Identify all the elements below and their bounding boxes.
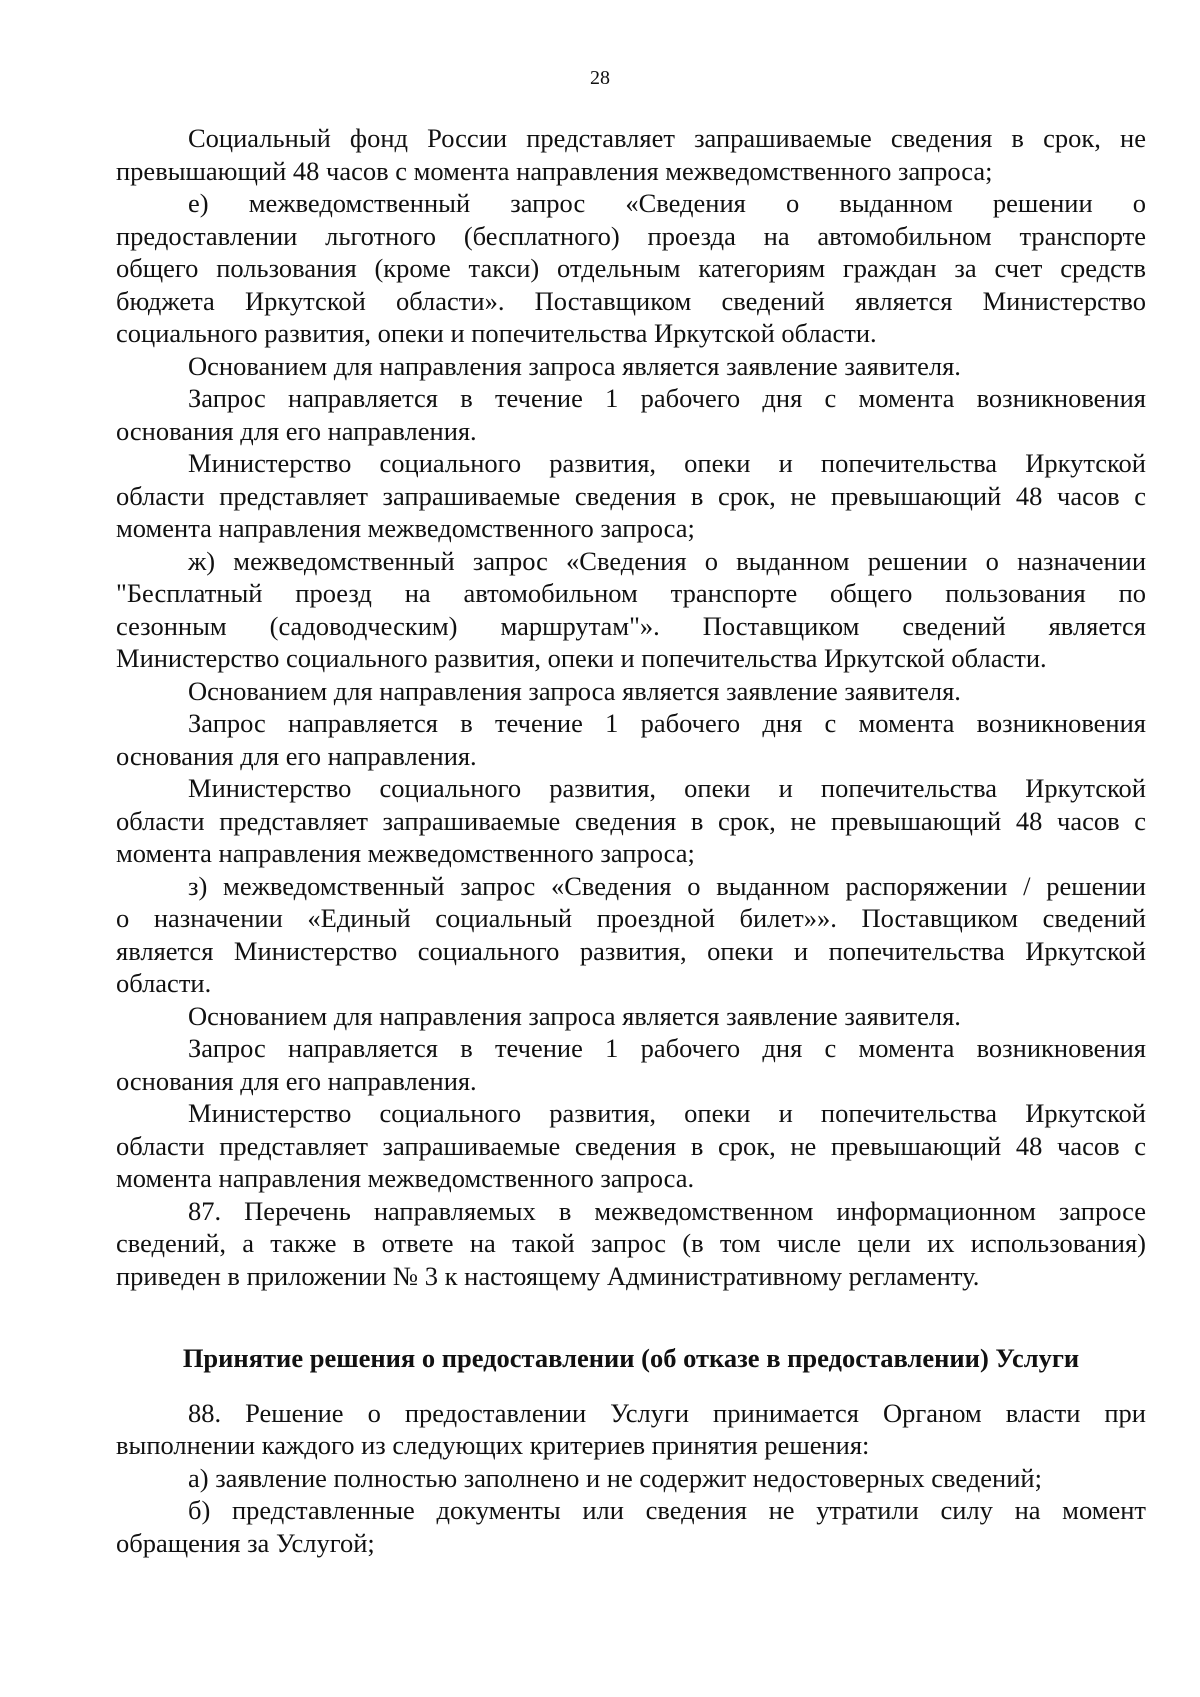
paragraph: [116, 1032, 1146, 1097]
paragraph-line: Министерство социального развития, опеки и попечительства Иркутской области.: [116, 643, 1047, 673]
paragraph-line: Министерство социального развития, опеки и попечительства Иркутской: [188, 448, 1146, 478]
paragraph: [116, 382, 1146, 447]
document-body: [116, 122, 1146, 1559]
paragraph-line: а) заявление полностью заполнено и не содержит недостоверных сведений;: [188, 1462, 1042, 1493]
paragraph-line: Основанием для направления запроса является заявление заявителя.: [188, 1000, 961, 1031]
paragraph-line: предоставлении льготного (бесплатного) проезда на автомобильном транспорте: [116, 220, 1146, 251]
paragraph-line: Основанием для направления запроса является заявление заявителя.: [188, 350, 961, 381]
paragraph-line: сезонным (садоводческим) маршрутам"». Поставщиком сведений является: [116, 610, 1146, 641]
paragraph-line: Запрос направляется в течение 1 рабочего дня с момента возникновения: [188, 383, 1146, 413]
paragraph-line: социального развития, опеки и попечительства Иркутской области.: [116, 318, 877, 348]
paragraph-line: Запрос направляется в течение 1 рабочего дня с момента возникновения: [188, 1033, 1146, 1063]
paragraph-line: б) представленные документы или сведения не утратили силу на момент: [188, 1495, 1146, 1525]
paragraph: [116, 447, 1146, 545]
paragraph-line: основания для его направления.: [116, 740, 477, 771]
paragraph-line: области представляет запрашиваемые сведения в срок, не превышающий 48 часов с: [116, 1130, 1146, 1161]
paragraph-line: приведен в приложении № 3 к настоящему Административному регламенту.: [116, 1260, 980, 1291]
paragraph-line: области представляет запрашиваемые сведения в срок, не превышающий 48 часов с: [116, 805, 1146, 836]
paragraph: [116, 1494, 1146, 1559]
paragraph: [116, 545, 1146, 675]
paragraph-line: момента направления межведомственного запроса;: [116, 513, 695, 543]
paragraph: [116, 1462, 1146, 1495]
paragraph-line: "Бесплатный проезд на автомобильном транспорте общего пользования по: [116, 578, 1146, 608]
paragraph-line: Социальный фонд России представляет запрашиваемые сведения в срок, не: [188, 123, 1146, 153]
paragraph-line: обращения за Услугой;: [116, 1527, 375, 1558]
paragraph: [116, 772, 1146, 870]
paragraph: [116, 350, 1146, 383]
paragraph: [116, 1195, 1146, 1293]
paragraphs-after-heading: [116, 1397, 1146, 1560]
paragraph-line: общего пользования (кроме такси) отдельным категориям граждан за счет средств: [116, 253, 1146, 283]
paragraph: [116, 1397, 1146, 1462]
paragraph-line: е) межведомственный запрос «Сведения о выданном решении о: [188, 188, 1146, 218]
paragraph-line: является Министерство социального развития, опеки и попечительства Иркутской: [116, 935, 1146, 966]
paragraph-line: области представляет запрашиваемые сведения в срок, не превышающий 48 часов с: [116, 480, 1146, 511]
paragraphs-before-heading: [116, 122, 1146, 1292]
paragraph: [116, 675, 1146, 708]
paragraph: [116, 122, 1146, 187]
paragraph-line: ж) межведомственный запрос «Сведения о выданном решении о назначении: [188, 545, 1146, 576]
paragraph-line: Министерство социального развития, опеки и попечительства Иркутской: [188, 1098, 1146, 1128]
paragraph-line: сведений, а также в ответе на такой запрос (в том числе цели их использования): [116, 1228, 1146, 1258]
paragraph-line: Запрос направляется в течение 1 рабочего дня с момента возникновения: [188, 708, 1146, 738]
paragraph-line: 88. Решение о предоставлении Услуги принимается Органом власти при: [188, 1397, 1146, 1428]
paragraph-line: Министерство социального развития, опеки и попечительства Иркутской: [188, 773, 1146, 803]
paragraph-line: о назначении «Единый социальный проездной билет»». Поставщиком сведений: [116, 903, 1146, 933]
paragraph-line: превышающий 48 часов с момента направления межведомственного запроса;: [116, 155, 993, 186]
paragraph-line: Основанием для направления запроса является заявление заявителя.: [188, 675, 961, 706]
paragraph-line: 87. Перечень направляемых в межведомственном информационном запросе: [188, 1195, 1146, 1226]
paragraph-line: момента направления межведомственного запроса;: [116, 838, 695, 868]
page-number: 28: [590, 67, 610, 89]
paragraph: [116, 1000, 1146, 1033]
paragraph: [116, 707, 1146, 772]
section-heading: Принятие решения о предоставлении (об отказе в предоставлении) Услуги: [182, 1343, 1080, 1373]
paragraph-line: момента направления межведомственного запроса.: [116, 1163, 695, 1193]
paragraph-line: основания для его направления.: [116, 415, 477, 446]
paragraph-line: области.: [116, 968, 212, 998]
paragraph-line: бюджета Иркутской области». Поставщиком сведений является Министерство: [116, 285, 1146, 316]
paragraph: [116, 1097, 1146, 1195]
paragraph-line: выполнении каждого из следующих критериев принятия решения:: [116, 1430, 870, 1460]
paragraph-line: з) межведомственный запрос «Сведения о выданном распоряжении / решении: [188, 870, 1146, 901]
paragraph-line: основания для его направления.: [116, 1065, 477, 1096]
paragraph: [116, 870, 1146, 1000]
paragraph: [116, 187, 1146, 350]
